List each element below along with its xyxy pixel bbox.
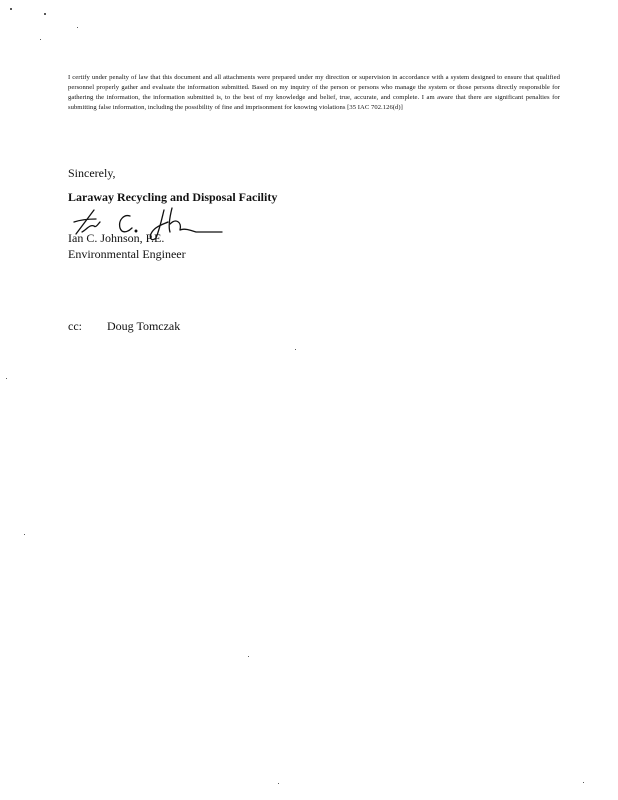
- scan-speck: [77, 27, 78, 28]
- cc-label: cc:: [68, 319, 82, 333]
- scan-speck: [583, 782, 584, 783]
- closing-salutation: Sincerely,: [68, 166, 116, 180]
- scan-speck: [24, 534, 25, 535]
- certification-paragraph: I certify under penalty of law that this document and all attachments were prepared under my direction or supervision in accordance with a system designed to ensure that qualified personnel properly gather and evaluate the information submitted. Based on my inquiry of the person or persons who manage the system or those persons directly responsible for gathering the information, the information submitted is, to the best of my knowledge and belief, true, accurate, and complete. I am aware that there are significant penalties for submitting false information, including the possibility of fine and imprisonment for knowing violations [35 IAC 702.126(d)]: [68, 74, 560, 111]
- signer-name: Ian C. Johnson, P.E.: [68, 231, 165, 245]
- scan-speck: [10, 8, 12, 10]
- scan-speck: [278, 783, 279, 784]
- company-name: Laraway Recycling and Disposal Facility: [68, 190, 278, 204]
- scan-speck: [248, 656, 249, 657]
- signer-title: Environmental Engineer: [68, 247, 186, 261]
- scan-speck: [295, 349, 296, 350]
- cc-recipient: Doug Tomczak: [107, 319, 181, 333]
- scan-speck: [44, 13, 46, 15]
- scan-speck: [6, 378, 7, 379]
- scan-speck: [40, 39, 41, 40]
